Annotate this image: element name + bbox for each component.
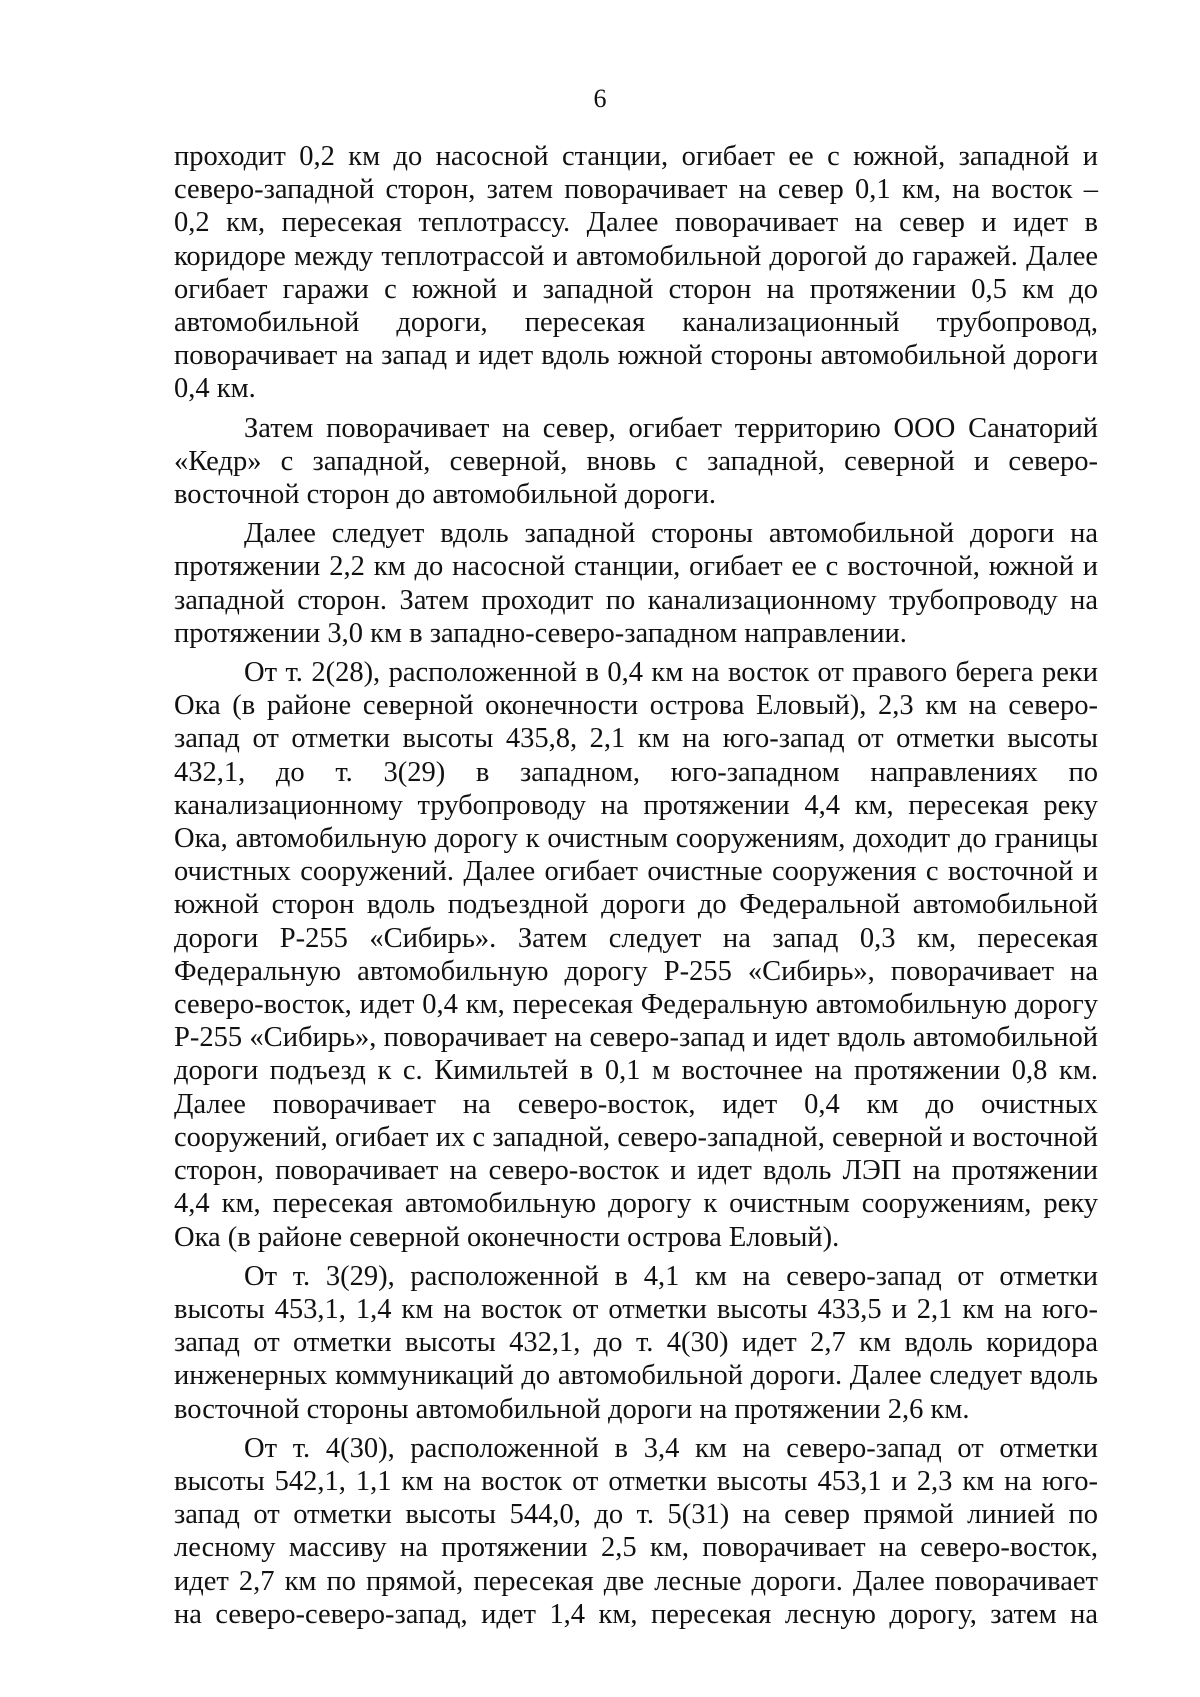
paragraph-sanatorium: Затем поворачивает на север, огибает территорию ООО Санаторий «Кедр» с западной, северной, вновь с западной, северной и северо-восточной сторон до автомобильной дороги. [174,412,1098,511]
document-body [174,140,1098,1631]
paragraph-point-4-30: От т. 4(30), расположенной в 3,4 км на северо-запад от отметки высоты 542,1, 1,1 км на восток от отметки высоты 453,1 и 2,3 км на юго-запад от отметки высоты 544,0, до т. 5(31) на север прямой линией по лесному массиву на протяжении 2,5 км, поворачивает на северо-восток, идет 2,7 км по прямой, пересекая две лесные дороги. Далее поворачивает на северо-северо-запад, идет 1,4 км, пересекая лесную дорогу, затем на [174,1432,1098,1630]
paragraph-pump-station: Далее следует вдоль западной стороны автомобильной дороги на протяжении 2,2 км до насосной станции, огибает ее с восточной, южной и западной сторон. Затем проходит по канализационному трубопроводу на протяжении 3,0 км в западно-северо-западном направлении. [174,518,1098,649]
page-number: 6 [593,84,607,113]
paragraph-point-2-28: От т. 2(28), расположенной в 0,4 км на восток от правого берега реки Ока (в районе северной оконечности острова Еловый), 2,3 км на северо-запад от отметки высоты 435,8, 2,1 км на юго-запад от отметки высоты 432,1, до т. 3(29) в западном, юго-западном направлениях по канализационному трубопроводу на протяжении 4,4 км, пересекая реку Ока, автомобильную дорогу к очистным сооружениям, доходит до границы очистных сооружений. Далее огибает очистные сооружения с восточной и южной сторон вдоль подъездной дороги до Федеральной автомобильной дороги Р-255 «Сибирь». Затем следует на запад 0,3 км, пересекая Федеральную автомобильную дорогу Р-255 «Сибирь», поворачивает на северо-восток, идет 0,4 км, пересекая Федеральную автомобильную дорогу Р-255 «Сибирь», поворачивает на северо-запад и идет вдоль автомобильной дороги подъезд к с. Кимильтей в 0,1 м восточнее на протяжении 0,8 км. Далее поворачивает на северо-восток, идет 0,4 км до очистных сооружений, огибает их с западной, северо-западной, северной и восточной сторон, поворачивает на северо-восток и идет вдоль ЛЭП на протяжении 4,4 км, пересекая автомобильную дорогу к очистным сооружениям, реку Ока (в районе северной оконечности острова Еловый). [174,657,1098,1253]
paragraph-continuation: проходит 0,2 км до насосной станции, огибает ее с южной, западной и северо-западной сторон, затем поворачивает на север 0,1 км, на восток – 0,2 км, пересекая теплотрассу. Далее поворачивает на север и идет в коридоре между теплотрассой и автомобильной дорогой до гаражей. Далее огибает гаражи с южной и западной сторон на протяжении 0,5 км до автомобильной дороги, пересекая канализационный трубопровод, поворачивает на запад и идет вдоль южной стороны автомобильной дороги 0,4 км. [174,141,1098,405]
paragraph-point-3-29: От т. 3(29), расположенной в 4,1 км на северо-запад от отметки высоты 453,1, 1,4 км на восток от отметки высоты 433,5 и 2,1 км на юго-запад от отметки высоты 432,1, до т. 4(30) идет 2,7 км вдоль коридора инженерных коммуникаций до автомобильной дороги. Далее следует вдоль восточной стороны автомобильной дороги на протяжении 2,6 км. [174,1260,1098,1425]
